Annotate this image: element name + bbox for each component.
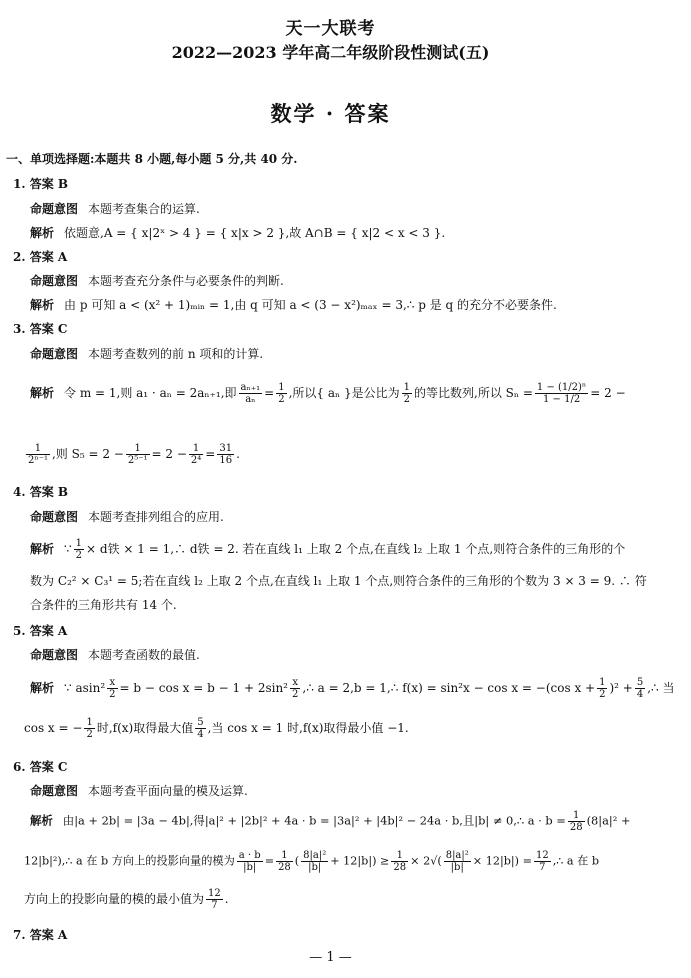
q6-text-2: (8|a|² + bbox=[586, 813, 631, 828]
q6-text-4: = bbox=[264, 854, 275, 868]
q5-intent-line bbox=[0, 648, 691, 662]
q4-frac-half: $\frac{1}{2}$ bbox=[75, 538, 83, 561]
q3-frac-s5a: $\frac{1}{\text{2⁵⁻¹}}$ bbox=[127, 443, 148, 466]
q5-frac-five-quarters: $\frac{5}{4}$ bbox=[636, 677, 644, 700]
q1-intent: 本题考查集合的运算. bbox=[88, 202, 200, 216]
intent-label: 命题意图 bbox=[30, 784, 79, 798]
q6-analysis-line-2 bbox=[0, 850, 685, 873]
q1-answer: 1. 答案 B bbox=[13, 177, 69, 191]
q6-frac-8a2-b2: $\frac{\text{8|a|²}}{|b|}$ bbox=[445, 850, 469, 873]
q4-text-1: ∵ bbox=[64, 542, 72, 556]
q7-answer: 7. 答案 A bbox=[13, 928, 68, 942]
intent-label: 命题意图 bbox=[30, 202, 79, 216]
q5-intent: 本题考查函数的最值. bbox=[88, 648, 200, 662]
q3-analysis-line bbox=[0, 382, 691, 405]
q4-answer: 4. 答案 B bbox=[13, 485, 69, 499]
analysis-label: 解析 bbox=[30, 298, 55, 312]
q3-frac-term: $\frac{1}{\text{2ⁿ⁻¹}}$ bbox=[28, 443, 48, 466]
q2-intent-line bbox=[0, 274, 691, 288]
q3-text-3: ,所以{ aₙ }是公比为 bbox=[288, 386, 400, 400]
q5-analysis-line-2 bbox=[0, 717, 685, 740]
q3-frac-ratio-value: $\frac{1}{2}$ bbox=[403, 382, 410, 405]
exam-org-title: 天一大联考 bbox=[285, 19, 376, 39]
q5-frac-neg-half: $\frac{1}{2}$ bbox=[86, 717, 93, 740]
q3-answer: 3. 答案 C bbox=[13, 322, 68, 336]
analysis-label: 解析 bbox=[30, 386, 55, 400]
q3-text-7: = 2 − bbox=[151, 447, 187, 461]
q5-answer: 5. 答案 A bbox=[13, 624, 68, 638]
q6-text-11: . bbox=[224, 892, 229, 906]
q4-analysis-line-2: 数为 C₂² × C₃¹ = 5;若在直线 l₂ 上取 2 个点,在直线 l₁ 上取 1 个点,则符合条件的三角形的个数为 3 × 3 = 9. ∴ 符 bbox=[30, 574, 647, 588]
subject-title: 数学 · 答案 bbox=[270, 101, 391, 126]
q1-analysis-line bbox=[0, 226, 691, 240]
q6-text-8: × 12|b|) = bbox=[472, 854, 532, 868]
q4-intent-line bbox=[0, 510, 691, 524]
q4-analysis-line-3: 合条件的三角形共有 14 个. bbox=[30, 598, 177, 612]
q3-intent-line bbox=[0, 347, 691, 361]
q5-frac-x2b: $\frac{x}{2}$ bbox=[292, 677, 299, 700]
q6-text-9: ,∴ a 在 b bbox=[552, 854, 600, 868]
q3-text-4: 的等比数列,所以 Sₙ = bbox=[414, 386, 533, 400]
section-heading: 一、单项选择题:本题共 8 小题,每小题 5 分,共 40 分. bbox=[6, 152, 298, 166]
q5-frac-max: $\frac{5}{4}$ bbox=[197, 717, 204, 740]
q6-frac-min: $\frac{12}{7}$ bbox=[208, 888, 221, 911]
q3-text-5: = 2 − bbox=[590, 386, 626, 400]
q3-text-6: ,则 S₅ = 2 − bbox=[51, 447, 124, 461]
q5-text-7: 时,f(x)取得最大值 bbox=[96, 721, 194, 735]
analysis-label: 解析 bbox=[30, 813, 53, 828]
q3-analysis-line-2 bbox=[0, 443, 685, 466]
q1-intent-line bbox=[0, 202, 691, 216]
q3-frac-result: $\frac{31}{16}$ bbox=[219, 443, 233, 466]
q5-text-8: ,当 cos x = 1 时,f(x)取得最小值 −1. bbox=[207, 721, 409, 735]
q4-intent: 本题考查排列组合的应用. bbox=[88, 510, 224, 524]
q6-frac-1-28: $\frac{1}{28}$ bbox=[569, 810, 583, 833]
analysis-label: 解析 bbox=[30, 542, 55, 556]
q6-frac-1-28c: $\frac{1}{28}$ bbox=[393, 850, 407, 873]
page-number: — 1 — bbox=[309, 950, 352, 965]
q6-answer: 6. 答案 C bbox=[13, 760, 68, 774]
intent-label: 命题意图 bbox=[30, 274, 79, 288]
q4-text-2: × d铁 × 1 = 1,∴ d铁 = 2. 若在直线 l₁ 上取 2 个点,在直线 l₂ 上取 1 个点,则符合条件的三角形的个 bbox=[86, 542, 626, 556]
q5-text-2: = b − cos x = b − 1 + 2sin² bbox=[119, 681, 288, 695]
analysis-label: 解析 bbox=[30, 226, 55, 240]
q6-analysis-line-3 bbox=[0, 888, 685, 911]
q5-text-6: cos x = − bbox=[24, 721, 83, 735]
q5-text-5: ,∴ 当 bbox=[647, 681, 675, 695]
q3-frac-half: $\frac{1}{2}$ bbox=[278, 382, 285, 405]
q2-analysis-line bbox=[0, 298, 691, 312]
q6-frac-12-7: $\frac{12}{7}$ bbox=[535, 850, 549, 873]
q5-frac-half: $\frac{1}{2}$ bbox=[599, 677, 606, 700]
intent-label: 命题意图 bbox=[30, 648, 79, 662]
analysis-label: 解析 bbox=[30, 681, 55, 695]
q3-frac-ratio: $\frac{\text{aₙ₊₁}}{\text{aₙ}}$ bbox=[240, 382, 261, 405]
q3-text-2: = bbox=[264, 386, 275, 400]
q6-text-1: 由|a + 2b| = |3a − 4b|,得|a|² + |2b|² + 4a · b = |3a|² + |4b|² − 24a · b,且|b| ≠ 0,∴ a · b = bbox=[62, 813, 566, 828]
q4-analysis-line bbox=[0, 538, 691, 561]
intent-label: 命题意图 bbox=[30, 347, 79, 361]
q6-intent-line bbox=[0, 784, 691, 798]
q5-frac-x2a: $\frac{x}{2}$ bbox=[109, 677, 116, 700]
q3-text-1: 令 m = 1,则 a₁ · aₙ = 2aₙ₊₁,即 bbox=[64, 386, 237, 400]
q5-text-1: ∵ asin² bbox=[64, 681, 106, 695]
q6-analysis-line bbox=[0, 810, 691, 833]
q3-text-8: = bbox=[205, 447, 216, 461]
q5-text-4: )² + bbox=[609, 681, 633, 695]
intent-label: 命题意图 bbox=[30, 510, 79, 524]
q6-text-7: × 2√( bbox=[410, 854, 442, 868]
q2-analysis: 由 p 可知 a < (x² + 1)ₘᵢₙ = 1,由 q 可知 a < (3 − x²)ₘₐₓ = 3,∴ p 是 q 的充分不必要条件. bbox=[64, 298, 557, 312]
q6-text-5: ( bbox=[294, 854, 300, 868]
q6-text-10: 方向上的投影向量的模的最小值为 bbox=[24, 892, 205, 906]
q3-frac-s5b: $\frac{1}{\text{2⁴}}$ bbox=[190, 443, 202, 466]
q1-analysis: 依题意,A = { x|2ˣ > 4 } = { x|x > 2 },故 A∩B = { x|2 < x < 3 }. bbox=[64, 226, 446, 240]
exam-term-title: 2022—2023 学年高二年级阶段性测试(五) bbox=[171, 43, 490, 62]
q3-text-9: . bbox=[236, 447, 240, 461]
q6-frac-1-28b: $\frac{1}{28}$ bbox=[278, 850, 291, 873]
q3-intent: 本题考查数列的前 n 项和的计算. bbox=[88, 347, 264, 361]
q6-frac-8a2-b: $\frac{\text{8|a|²}}{|b|}$ bbox=[303, 850, 327, 873]
q6-intent: 本题考查平面向量的模及运算. bbox=[88, 784, 248, 798]
q6-text-3: 12|b|²),∴ a 在 b 方向上的投影向量的模为 bbox=[24, 854, 235, 868]
q3-frac-sum: $\frac{\text{1 − (1/2)ⁿ}}{1 - 1/2}$ bbox=[536, 382, 587, 405]
q2-intent: 本题考查充分条件与必要条件的判断. bbox=[88, 274, 284, 288]
q6-frac-proj: $\frac{a \cdot b}{|b|}$ bbox=[238, 850, 261, 873]
q5-text-3: ,∴ a = 2,b = 1,∴ f(x) = sin²x − cos x = −(cos x + bbox=[302, 681, 596, 695]
q6-text-6: + 12|b|) ≥ bbox=[330, 854, 390, 868]
q5-analysis-line bbox=[0, 677, 691, 700]
q2-answer: 2. 答案 A bbox=[13, 250, 68, 264]
